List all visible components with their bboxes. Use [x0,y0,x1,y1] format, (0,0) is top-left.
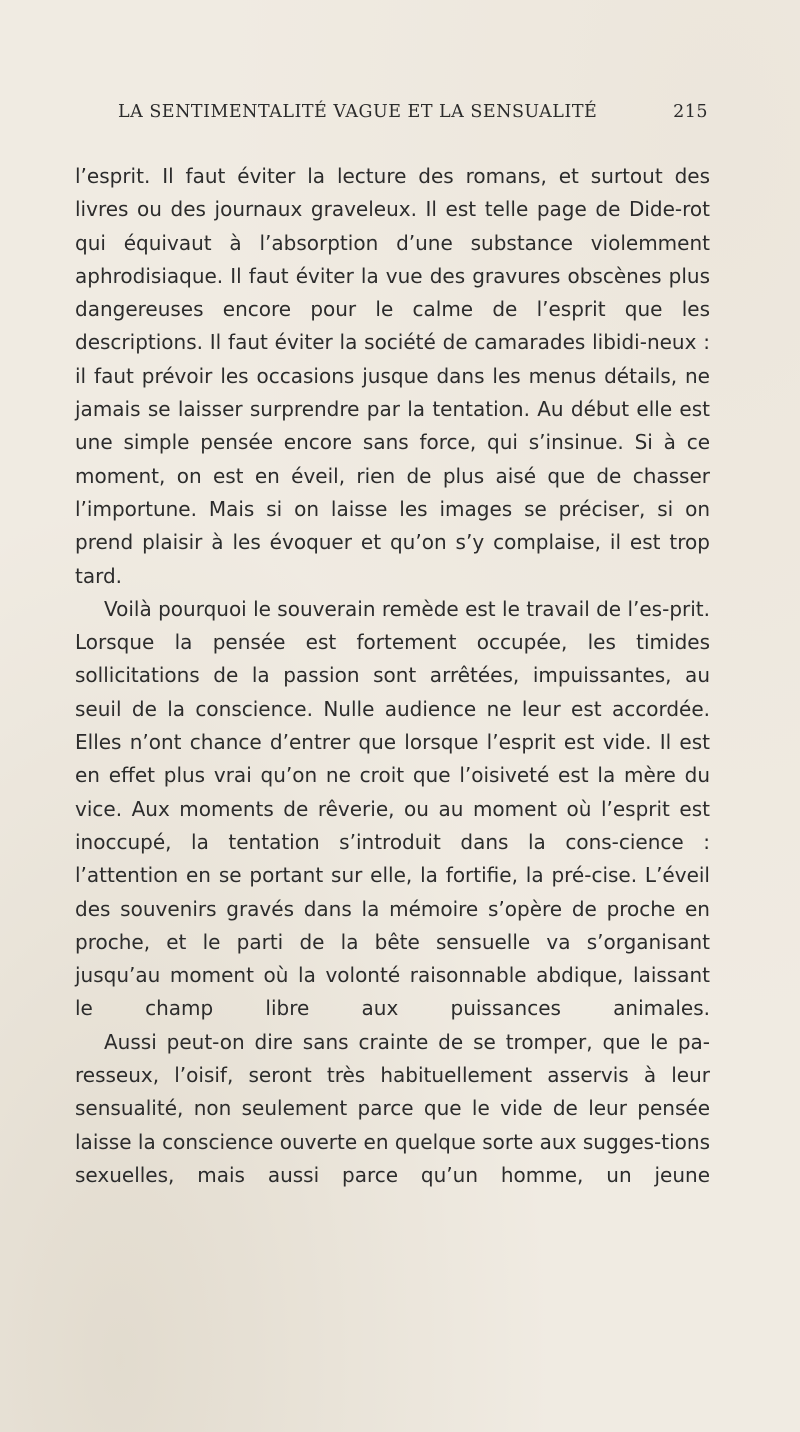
page-number: 215 [673,102,708,122]
paragraph: Voilà pourquoi le souverain remède est le travail de l’es-prit. Lorsque la pensée est fortement occupée, les timides sollicitations de la passion sont arrêtées, impuissantes, au seuil de la conscience. Nulle audience ne leur est accordée. Elles n’ont chance d’entrer que lorsque l’esprit est vide. Il est en effet plus vrai qu’on ne croit que l’oisiveté est la mère du vice. Aux moments de rêverie, ou au moment où l’esprit est inoccupé, la tentation s’introduit dans la cons-cience : l’attention en se portant sur elle, la fortifie, la pré-cise. L’éveil des souvenirs gravés dans la mémoire s’opère de proche en proche, et le parti de la bête sensuelle va s’organisant jusqu’au moment où la volonté raisonnable abdique, laissant le champ libre aux puissances animales. [75,596,710,1021]
body-text [75,160,710,1192]
paragraph: l’esprit. Il faut éviter la lecture des romans, et surtout des livres ou des journaux graveleux. Il est telle page de Dide-rot qui équivaut à l’absorption d’une substance violemment aphrodisiaque. Il faut éviter la vue des gravures obscènes plus dangereuses encore pour le calme de l’esprit que les descriptions. Il faut éviter la société de camarades libidi-neux : il faut prévoir les occasions jusque dans les menus détails, ne jamais se laisser surprendre par la tentation. Au début elle est une simple pensée encore sans force, qui s’insinue. Si à ce moment, on est en éveil, rien de plus aisé que de chasser l’importune. Mais si on laisse les images se préciser, si on prend plaisir à les évoquer et qu’on s’y complaise, il est trop tard. [75,164,710,588]
paragraph: Aussi peut-on dire sans crainte de se tromper, que le pa-resseux, l’oisif, seront très habituellement asservis à leur sensualité, non seulement parce que le vide de leur pensée laisse la conscience ouverte en quelque sorte aux sugges-tions sexuelles, mais aussi parce qu’un homme, un jeune [75,1029,710,1187]
running-head [118,102,708,132]
running-title: LA SENTIMENTALITÉ VAGUE ET LA SENSUALITÉ [118,102,598,122]
